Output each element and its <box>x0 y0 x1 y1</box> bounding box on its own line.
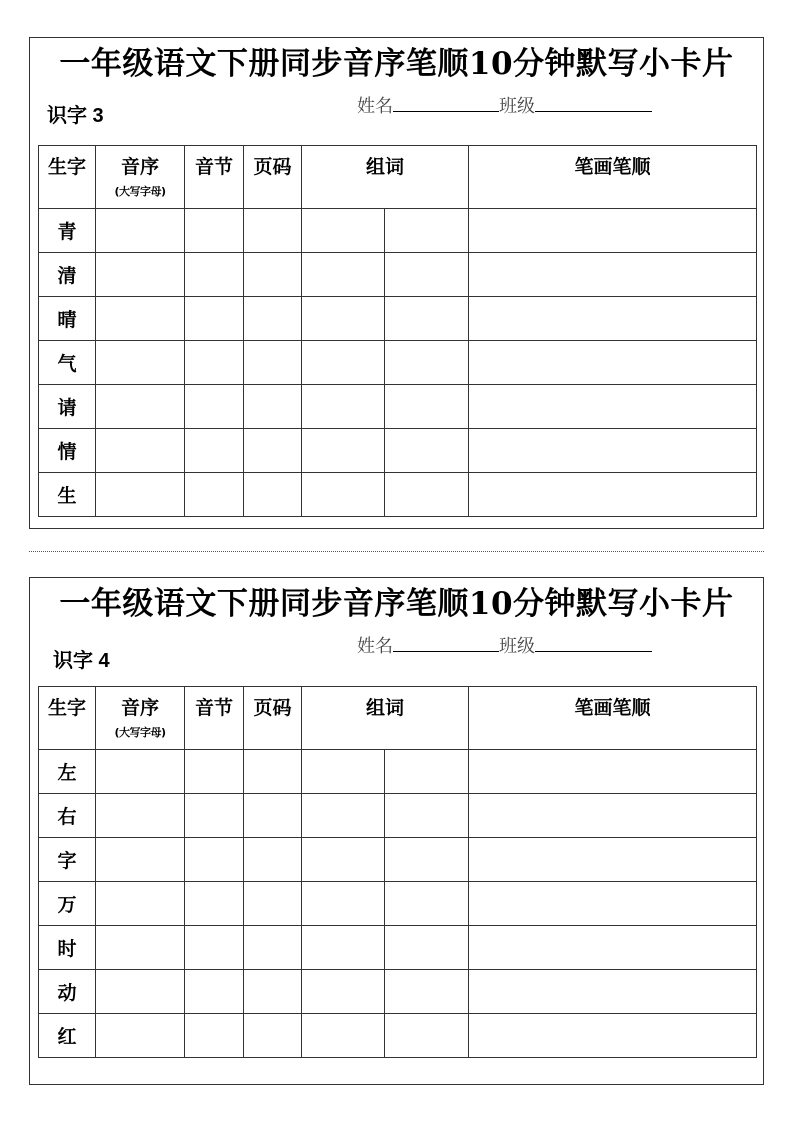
word-cell-1[interactable] <box>302 341 385 385</box>
syllable-cell[interactable] <box>185 209 244 253</box>
header-strokes: 笔画笔顺 <box>469 146 757 209</box>
initial-cell[interactable] <box>96 794 185 838</box>
table-row <box>39 297 757 341</box>
page-cell[interactable] <box>244 473 302 517</box>
word-cell-1[interactable] <box>302 926 385 970</box>
table-row <box>39 750 757 794</box>
page-cell[interactable] <box>244 838 302 882</box>
initial-cell[interactable] <box>96 253 185 297</box>
name-label: 姓名 <box>357 96 393 117</box>
dictation-card <box>29 577 764 1085</box>
initial-cell[interactable] <box>96 970 185 1014</box>
word-cell-1[interactable] <box>302 253 385 297</box>
dictation-card <box>29 37 764 529</box>
page-cell[interactable] <box>244 385 302 429</box>
word-cell-2[interactable] <box>385 429 469 473</box>
syllable-cell[interactable] <box>185 794 244 838</box>
char-cell: 清 <box>39 253 96 297</box>
char-cell: 晴 <box>39 297 96 341</box>
table-row <box>39 1014 757 1058</box>
syllable-cell[interactable] <box>185 253 244 297</box>
header-page: 页码 <box>244 146 302 209</box>
card-title: 一年级语文下册同步音序笔顺10分钟默写小卡片 <box>59 586 734 622</box>
cut-line <box>29 551 764 552</box>
char-cell: 情 <box>39 429 96 473</box>
word-cell-2[interactable] <box>385 341 469 385</box>
strokes-cell[interactable] <box>469 1014 757 1058</box>
table-row <box>39 794 757 838</box>
page-cell[interactable] <box>244 926 302 970</box>
word-cell-1[interactable] <box>302 794 385 838</box>
header-words: 组词 <box>302 687 469 750</box>
strokes-cell[interactable] <box>469 970 757 1014</box>
syllable-cell[interactable] <box>185 341 244 385</box>
initial-cell[interactable] <box>96 838 185 882</box>
syllable-cell[interactable] <box>185 297 244 341</box>
initial-cell[interactable] <box>96 297 185 341</box>
header-initial-label: 音序 <box>120 156 159 178</box>
char-cell: 请 <box>39 385 96 429</box>
table-row <box>39 838 757 882</box>
strokes-cell[interactable] <box>469 297 757 341</box>
header-strokes: 笔画笔顺 <box>469 687 757 750</box>
word-cell-1[interactable] <box>302 209 385 253</box>
initial-cell[interactable] <box>96 209 185 253</box>
table-row <box>39 429 757 473</box>
word-cell-1[interactable] <box>302 750 385 794</box>
strokes-cell[interactable] <box>469 882 757 926</box>
page-cell[interactable] <box>244 1014 302 1058</box>
strokes-cell[interactable] <box>469 341 757 385</box>
table-row <box>39 970 757 1014</box>
char-cell: 时 <box>39 926 96 970</box>
word-cell-2[interactable] <box>385 1014 469 1058</box>
char-rows <box>39 209 757 517</box>
initial-cell[interactable] <box>96 882 185 926</box>
dictation-table <box>38 145 757 517</box>
header-initial-note: (大写字母) <box>114 185 166 198</box>
header-initial-label: 音序 <box>120 697 159 719</box>
syllable-cell[interactable] <box>185 838 244 882</box>
initial-cell[interactable] <box>96 341 185 385</box>
lesson-label: 识字 3 <box>47 105 104 127</box>
header-syllable: 音节 <box>185 687 244 750</box>
word-cell-1[interactable] <box>302 297 385 341</box>
strokes-cell[interactable] <box>469 429 757 473</box>
word-cell-2[interactable] <box>385 794 469 838</box>
header-initial <box>96 146 185 209</box>
header-char: 生字 <box>39 687 96 750</box>
word-cell-2[interactable] <box>385 970 469 1014</box>
word-cell-2[interactable] <box>385 882 469 926</box>
page-cell[interactable] <box>244 297 302 341</box>
char-cell: 动 <box>39 970 96 1014</box>
initial-cell[interactable] <box>96 750 185 794</box>
table-row <box>39 253 757 297</box>
strokes-cell[interactable] <box>469 209 757 253</box>
strokes-cell[interactable] <box>469 385 757 429</box>
word-cell-2[interactable] <box>385 838 469 882</box>
initial-cell[interactable] <box>96 473 185 517</box>
strokes-cell[interactable] <box>469 926 757 970</box>
word-cell-1[interactable] <box>302 970 385 1014</box>
header-syllable: 音节 <box>185 146 244 209</box>
word-cell-1[interactable] <box>302 385 385 429</box>
header-words: 组词 <box>302 146 469 209</box>
page-cell[interactable] <box>244 794 302 838</box>
page-cell[interactable] <box>244 882 302 926</box>
name-field[interactable] <box>393 92 499 112</box>
table-row <box>39 882 757 926</box>
lesson-label: 识字 4 <box>53 650 110 672</box>
table-header-row <box>39 687 757 750</box>
student-info-fields <box>357 632 652 660</box>
char-cell: 红 <box>39 1014 96 1058</box>
class-label: 班级 <box>499 96 535 117</box>
table-row <box>39 209 757 253</box>
class-field[interactable] <box>535 92 652 112</box>
initial-cell[interactable] <box>96 429 185 473</box>
page-cell[interactable] <box>244 209 302 253</box>
syllable-cell[interactable] <box>185 429 244 473</box>
table-row <box>39 926 757 970</box>
dictation-table <box>38 686 757 1058</box>
word-cell-1[interactable] <box>302 473 385 517</box>
page-cell[interactable] <box>244 970 302 1014</box>
word-cell-2[interactable] <box>385 926 469 970</box>
initial-cell[interactable] <box>96 926 185 970</box>
syllable-cell[interactable] <box>185 926 244 970</box>
strokes-cell[interactable] <box>469 838 757 882</box>
char-cell: 右 <box>39 794 96 838</box>
table-row <box>39 385 757 429</box>
syllable-cell[interactable] <box>185 882 244 926</box>
syllable-cell[interactable] <box>185 473 244 517</box>
syllable-cell[interactable] <box>185 970 244 1014</box>
word-cell-2[interactable] <box>385 750 469 794</box>
student-info-fields <box>357 92 652 120</box>
initial-cell[interactable] <box>96 385 185 429</box>
table-row <box>39 473 757 517</box>
table-row <box>39 341 757 385</box>
word-cell-2[interactable] <box>385 473 469 517</box>
word-cell-1[interactable] <box>302 838 385 882</box>
initial-cell[interactable] <box>96 1014 185 1058</box>
char-cell: 字 <box>39 838 96 882</box>
page-cell[interactable] <box>244 750 302 794</box>
word-cell-1[interactable] <box>302 429 385 473</box>
char-cell: 青 <box>39 209 96 253</box>
name-field[interactable] <box>393 632 499 652</box>
syllable-cell[interactable] <box>185 750 244 794</box>
word-cell-1[interactable] <box>302 1014 385 1058</box>
char-cell: 生 <box>39 473 96 517</box>
card-title: 一年级语文下册同步音序笔顺10分钟默写小卡片 <box>59 46 734 82</box>
char-cell: 左 <box>39 750 96 794</box>
char-rows <box>39 750 757 1058</box>
strokes-cell[interactable] <box>469 253 757 297</box>
header-char: 生字 <box>39 146 96 209</box>
syllable-cell[interactable] <box>185 385 244 429</box>
strokes-cell[interactable] <box>469 750 757 794</box>
name-label: 姓名 <box>357 636 393 657</box>
char-cell: 气 <box>39 341 96 385</box>
char-cell: 万 <box>39 882 96 926</box>
header-initial-note: (大写字母) <box>114 726 166 739</box>
strokes-cell[interactable] <box>469 473 757 517</box>
word-cell-2[interactable] <box>385 297 469 341</box>
page-cell[interactable] <box>244 341 302 385</box>
class-label: 班级 <box>499 636 535 657</box>
word-cell-2[interactable] <box>385 253 469 297</box>
word-cell-2[interactable] <box>385 385 469 429</box>
header-page: 页码 <box>244 687 302 750</box>
page-cell[interactable] <box>244 253 302 297</box>
page-cell[interactable] <box>244 429 302 473</box>
word-cell-1[interactable] <box>302 882 385 926</box>
class-field[interactable] <box>535 632 652 652</box>
header-initial <box>96 687 185 750</box>
word-cell-2[interactable] <box>385 209 469 253</box>
syllable-cell[interactable] <box>185 1014 244 1058</box>
table-header-row <box>39 146 757 209</box>
strokes-cell[interactable] <box>469 794 757 838</box>
